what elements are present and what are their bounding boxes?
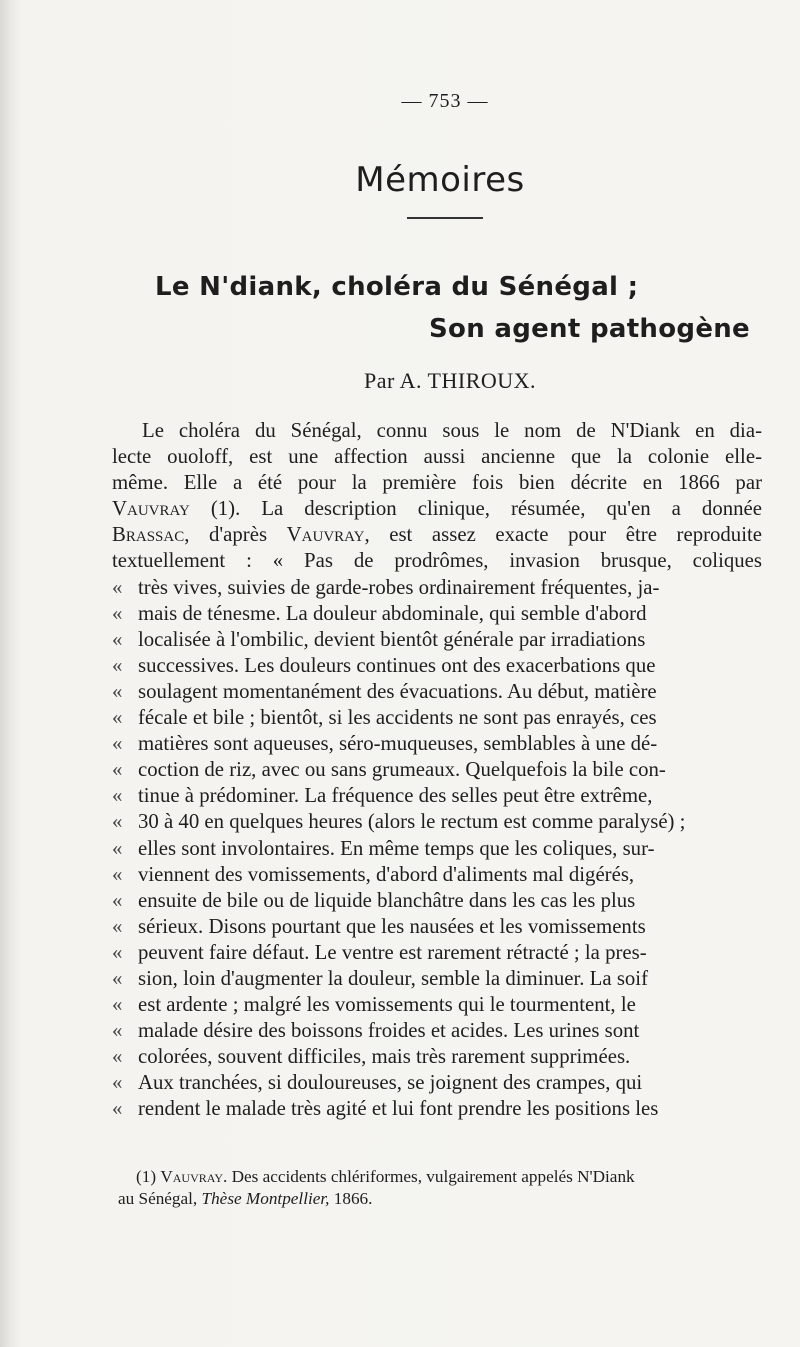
- footnote-line: [118, 1188, 768, 1210]
- body-text-segment: , est assez exacte pour être reproduite: [364, 523, 762, 547]
- quote-text: mais de ténesme. La douleur abdominale, qui semble d'abord: [138, 601, 647, 625]
- quote-mark: «: [112, 810, 123, 834]
- quote-mark: «: [112, 601, 123, 625]
- article-title-line-2: Son agent pathogène: [429, 314, 750, 344]
- quote-mark: «: [112, 575, 123, 599]
- quote-line: [112, 731, 762, 757]
- quote-mark: «: [112, 940, 123, 964]
- quote-text: malade désire des boissons froides et acides. Les urines sont: [138, 1019, 640, 1043]
- quote-line: [112, 705, 762, 731]
- quote-line: [112, 1070, 762, 1096]
- quote-text: Aux tranchées, si douloureuses, se joignent des crampes, qui: [138, 1071, 643, 1095]
- quote-mark: «: [112, 627, 123, 651]
- article-title-line-1: Le N'diank, choléra du Sénégal ;: [155, 272, 639, 302]
- quote-text: viennent des vomissements, d'abord d'aliments mal digérés,: [138, 862, 635, 886]
- quote-text: colorées, souvent difficiles, mais très rarement supprimées.: [138, 1045, 631, 1069]
- section-title: Mémoires: [355, 160, 525, 200]
- quote-line: [112, 601, 762, 627]
- byline: Par A. THIROUX.: [363, 368, 537, 393]
- quote-line: [112, 575, 762, 601]
- quote-text: ensuite de bile ou de liquide blanchâtre dans les cas les plus: [138, 888, 636, 912]
- author-name: Brassac: [112, 523, 185, 547]
- quote-text: matières sont aqueuses, séro-muqueuses, semblables à une dé-: [138, 732, 658, 756]
- quote-line: [112, 809, 762, 835]
- body-text-segment: (1). La description clinique, résumée, qu'en a donnée: [189, 497, 762, 521]
- quote-text: coction de riz, avec ou sans grumeaux. Quelquefois la bile con-: [138, 758, 666, 782]
- quote-text: soulagent momentanément des évacuations. Au début, matière: [138, 679, 657, 703]
- quote-text: tinue à prédominer. La fréquence des selles peut être extrême,: [138, 784, 653, 808]
- quote-text: très vives, suivies de garde-robes ordinairement fréquentes, ja-: [138, 575, 660, 599]
- quote-line: [112, 627, 762, 653]
- quote-mark: «: [112, 679, 123, 703]
- quote-mark: «: [112, 784, 123, 808]
- quote-mark: «: [112, 653, 123, 677]
- author-name: Vauvray: [286, 523, 365, 547]
- quote-mark: «: [112, 888, 123, 912]
- body-line: même. Elle a été pour la première fois bien décrite en 1866 par: [112, 471, 762, 495]
- quote-line: [112, 1018, 762, 1044]
- quote-text: est ardente ; malgré les vomissements qui le tourmentent, le: [138, 993, 636, 1017]
- quote-mark: «: [112, 732, 123, 756]
- quote-line: [112, 888, 762, 914]
- quote-mark: «: [112, 836, 123, 860]
- quote-mark: «: [112, 1045, 123, 1069]
- body-line: textuellement : « Pas de prodrômes, invasion brusque, coliques: [112, 549, 762, 573]
- title-divider: [407, 217, 483, 219]
- quote-line: [112, 966, 762, 992]
- author-name: Vauvray: [112, 497, 190, 521]
- footnote: [118, 1166, 768, 1210]
- body-text-segment: , d'après: [184, 523, 287, 547]
- quote-line: [112, 862, 762, 888]
- quote-line: [112, 836, 762, 862]
- body-line: lecte ouoloff, est une affection aussi ancienne que la colonie elle-: [112, 445, 762, 469]
- quote-mark: «: [112, 862, 123, 886]
- quote-text: elles sont involontaires. En même temps que les coliques, sur-: [138, 836, 655, 860]
- quote-text: rendent le malade très agité et lui font prendre les positions les: [138, 1097, 659, 1121]
- page-number: — 753 —: [401, 90, 489, 112]
- quote-line: [112, 783, 762, 809]
- quote-text: peuvent faire défaut. Le ventre est rarement rétracté ; la pres-: [138, 940, 647, 964]
- quote-text: 30 à 40 en quelques heures (alors le rectum est comme paralysé) ;: [138, 810, 686, 834]
- quote-line: [112, 757, 762, 783]
- quote-line: [112, 992, 762, 1018]
- quote-line: [112, 914, 762, 940]
- footnote-author: Vauvray: [160, 1167, 223, 1186]
- quote-mark: «: [112, 706, 123, 730]
- footnote-citation: Thèse Montpellier,: [201, 1189, 330, 1208]
- quote-mark: «: [112, 1019, 123, 1043]
- body-line: [112, 522, 762, 548]
- footnote-line: [118, 1166, 768, 1188]
- body-line: [112, 496, 762, 522]
- quote-line: [112, 940, 762, 966]
- quote-line: [112, 653, 762, 679]
- body-text: [112, 418, 762, 1123]
- footnote-text: au Sénégal,: [118, 1189, 202, 1208]
- quote-text: sérieux. Disons pourtant que les nausées et les vomissements: [138, 914, 646, 938]
- quote-mark: «: [112, 966, 123, 990]
- footnote-text: . Des accidents chlériformes, vulgairement appelés N'Diank: [223, 1167, 635, 1186]
- quote-mark: «: [112, 1097, 123, 1121]
- quote-mark: «: [112, 758, 123, 782]
- quote-text: localisée à l'ombilic, devient bientôt générale par irradiations: [138, 627, 646, 651]
- quote-line: [112, 1096, 762, 1122]
- body-line: Le choléra du Sénégal, connu sous le nom de N'Diank en dia-: [142, 419, 762, 442]
- quote-mark: «: [112, 993, 123, 1017]
- quote-text: fécale et bile ; bientôt, si les accidents ne sont pas enrayés, ces: [138, 706, 657, 730]
- quote-mark: «: [112, 914, 123, 938]
- quote-mark: «: [112, 1071, 123, 1095]
- footnote-marker: (1): [136, 1167, 161, 1186]
- quote-line: [112, 1044, 762, 1070]
- quote-text: sion, loin d'augmenter la douleur, semble la diminuer. La soif: [138, 966, 649, 990]
- quote-text: successives. Les douleurs continues ont des exacerbations que: [138, 653, 656, 677]
- quote-line: [112, 679, 762, 705]
- footnote-text: 1866.: [329, 1189, 373, 1208]
